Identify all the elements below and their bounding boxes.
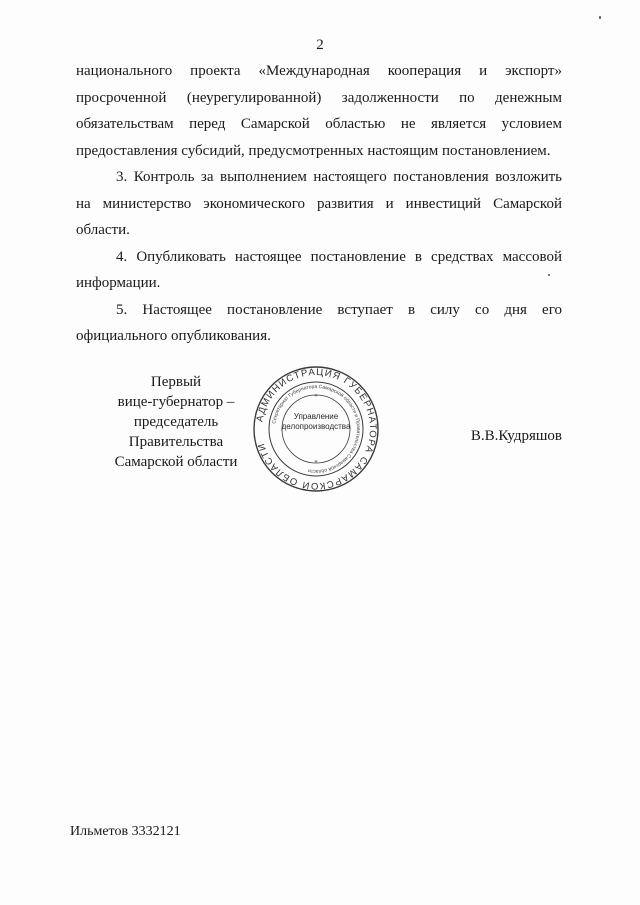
signer-title-line: председатель Правительства bbox=[128, 414, 224, 450]
paragraph-4: 4. Опубликовать настоящее постановление в средствах массовой информации. bbox=[76, 248, 562, 291]
paragraph-3: 3. Контроль за выполнением настоящего постановления возложить на министерство экономического развития и инвестиций Самарской области. bbox=[76, 169, 562, 238]
signer-title-line: Самарской области bbox=[114, 454, 238, 470]
stamp-center-line: Управление bbox=[293, 412, 339, 421]
executor-note: Ильметов 3332121 bbox=[70, 824, 181, 839]
stamp-inner-ring-text: Секретариат Губернатора Самарской области и Правительства Самарской области bbox=[271, 383, 362, 475]
signature-block bbox=[76, 366, 562, 492]
stamp-center-text bbox=[251, 412, 381, 432]
official-stamp bbox=[251, 364, 381, 494]
stamp-star: * bbox=[314, 393, 318, 401]
paragraph-continuation: национального проекта «Международная кооперация и экспорт» просроченной (неурегулированной) задолженности по денежным обязательствам перед Самарской областью не является условием предоставления субсидий, предусмотренных настоящим постановлением. bbox=[76, 63, 562, 159]
signer-title-line: Первый bbox=[150, 374, 202, 390]
scan-speck bbox=[548, 274, 550, 276]
paragraph-5: 5. Настоящее постановление вступает в силу со дня его официального опубликования. bbox=[76, 301, 562, 344]
page-number: 2 bbox=[316, 37, 324, 53]
stamp-star: * bbox=[314, 459, 318, 467]
signer-title bbox=[86, 372, 266, 472]
stamp-center-line: делопроизводства bbox=[281, 422, 351, 431]
stamp-outer-text: АДМИНИСТРАЦИЯ ГУБЕРНАТОРА САМАРСКОЙ ОБЛАСТИ bbox=[254, 366, 379, 492]
signer-title-line: вице-губернатор – bbox=[117, 394, 235, 410]
document-body bbox=[76, 58, 562, 350]
scan-speck bbox=[599, 16, 601, 19]
signer-name: В.В.Кудряшов bbox=[470, 428, 562, 444]
